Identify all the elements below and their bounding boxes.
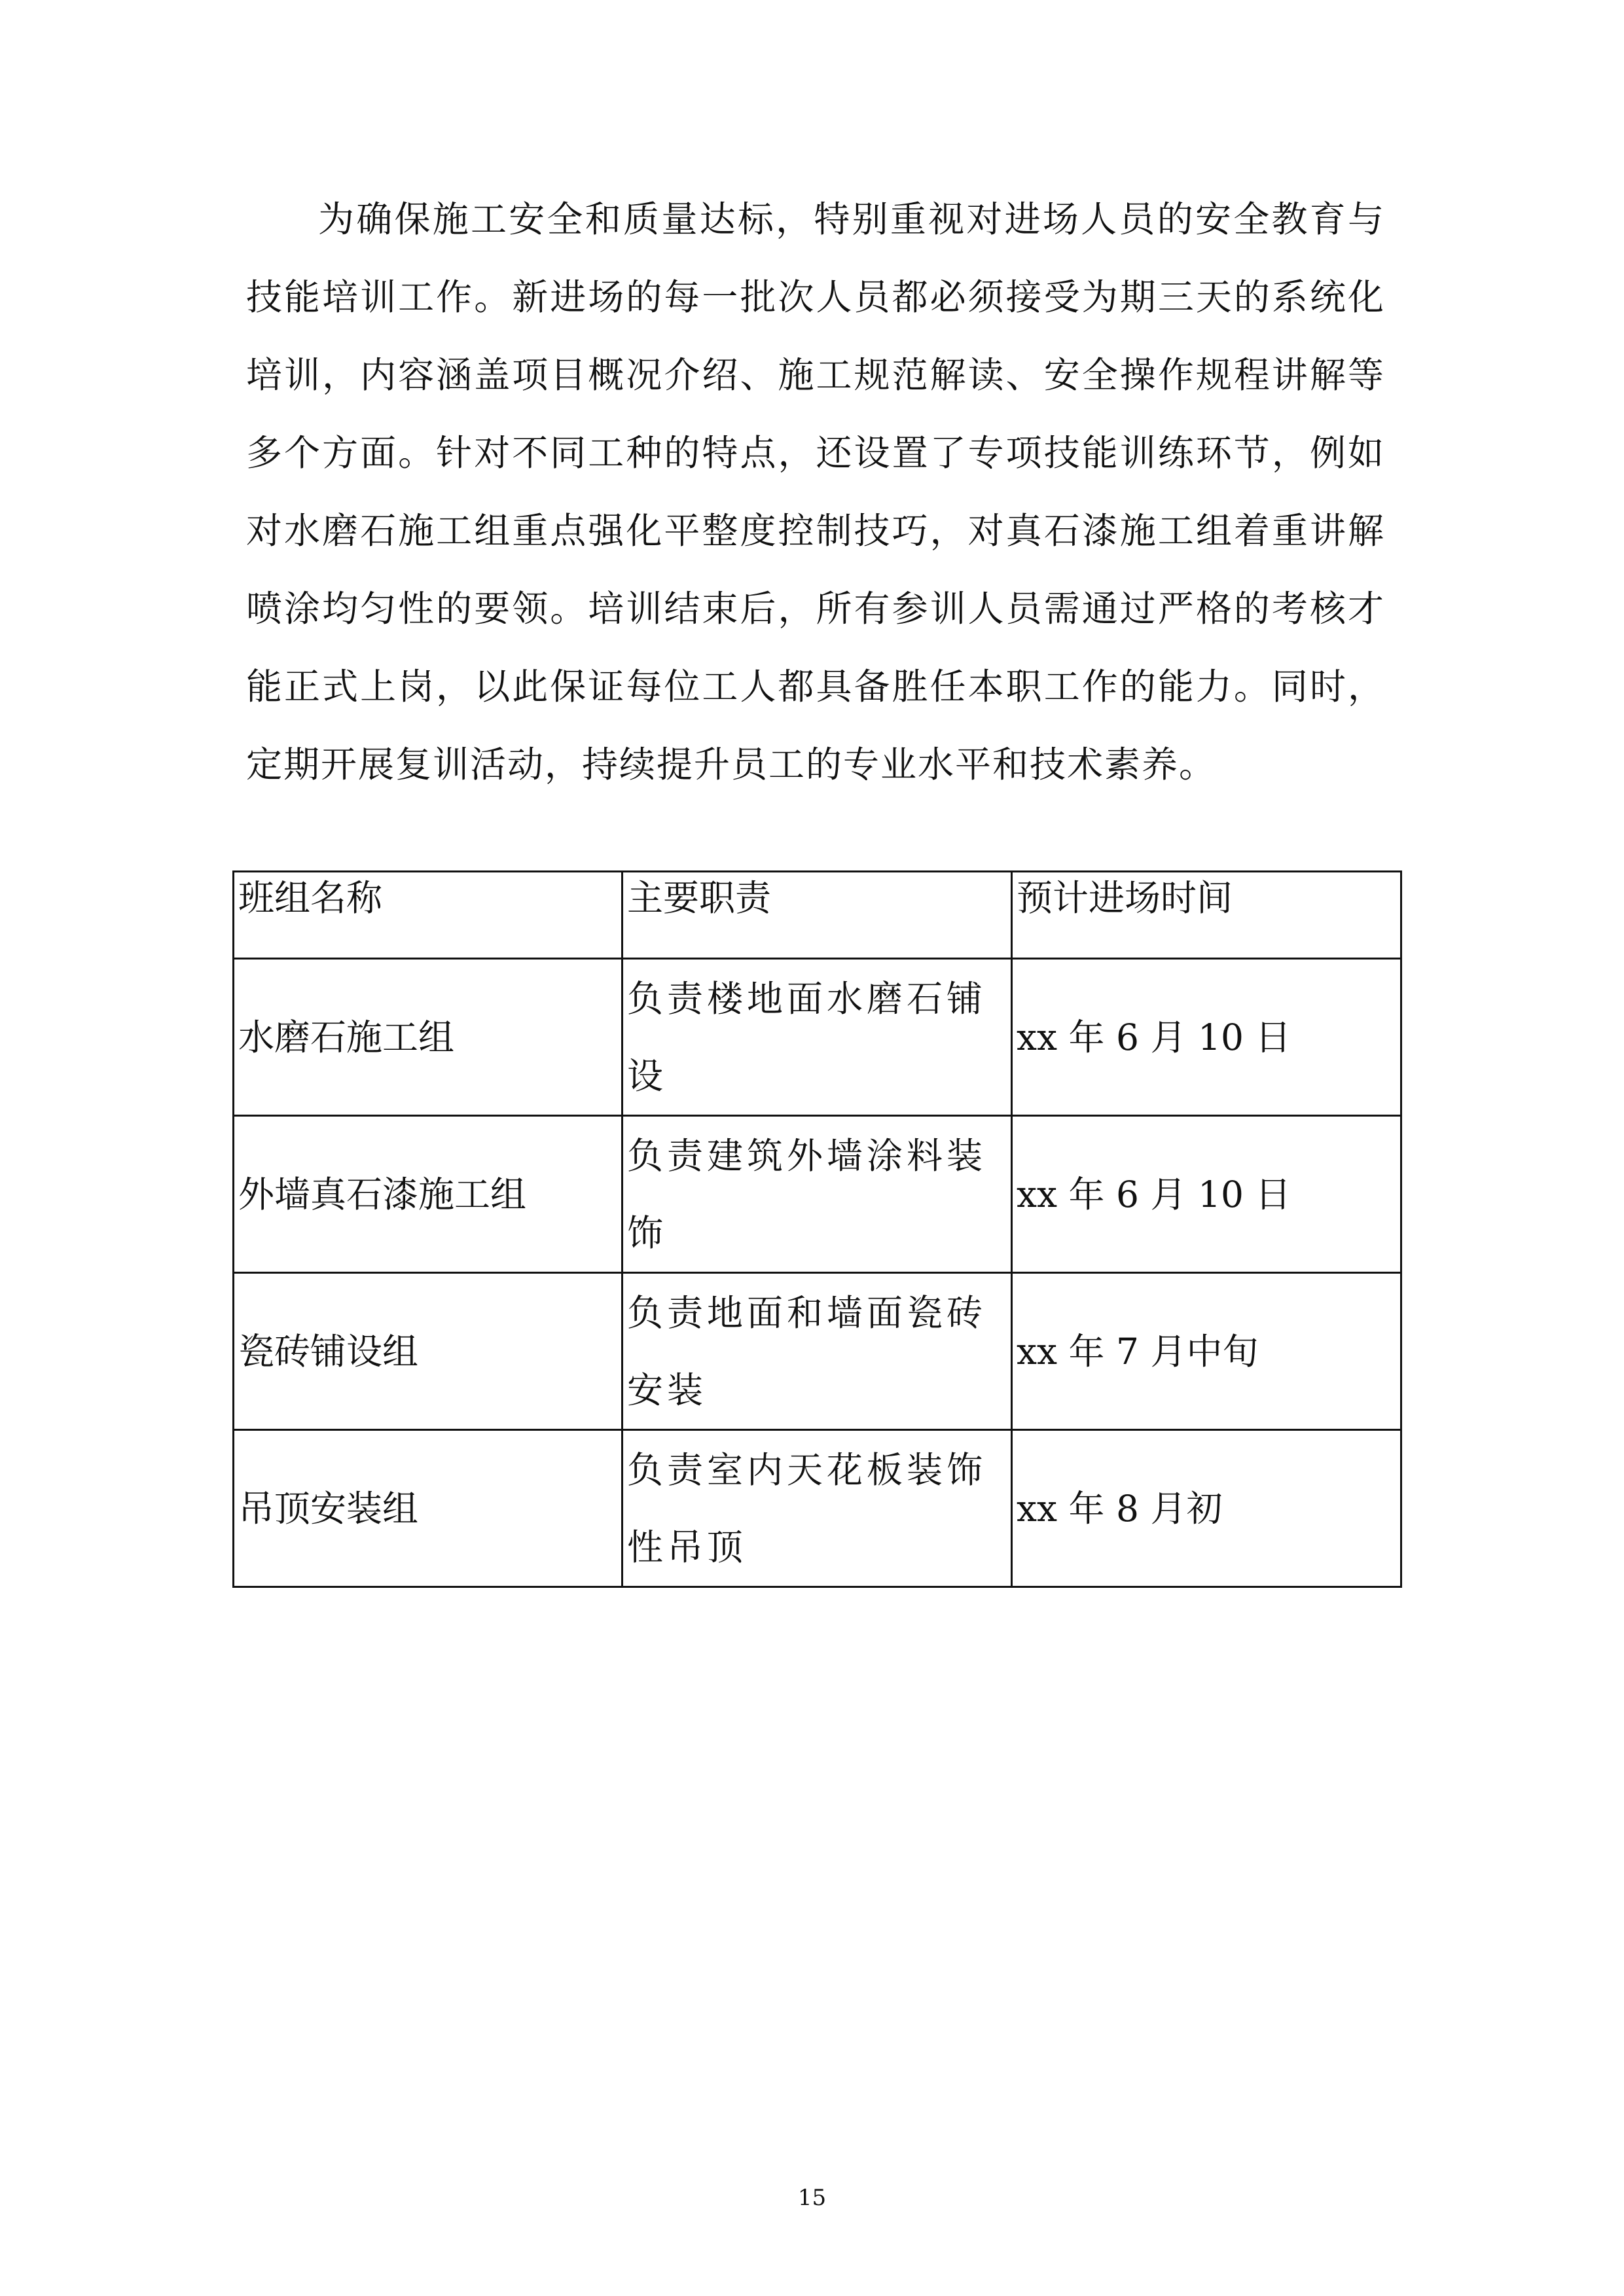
duty-cell: 负责室内天花板装饰性吊顶	[623, 1430, 1012, 1587]
header-main-duty: 主要职责	[623, 872, 1012, 959]
team-name-cell: 吊顶安装组	[234, 1430, 623, 1587]
entry-time-cell: xx 年 6 月 10 日	[1012, 1116, 1401, 1273]
entry-time-cell: xx 年 8 月初	[1012, 1430, 1401, 1587]
team-name-cell: 外墙真石漆施工组	[234, 1116, 623, 1273]
table-row	[234, 1116, 1401, 1273]
table-row	[234, 1430, 1401, 1587]
page-number: 15	[797, 2185, 827, 2211]
header-team-name: 班组名称	[234, 872, 623, 959]
duty-cell: 负责建筑外墙涂料装饰	[623, 1116, 1012, 1273]
table-row	[234, 959, 1401, 1116]
duty-cell: 负责楼地面水磨石铺设	[623, 959, 1012, 1116]
table-row	[234, 1273, 1401, 1430]
team-name-cell: 水磨石施工组	[234, 959, 623, 1116]
table-header-row	[234, 872, 1401, 959]
entry-time-cell: xx 年 7 月中旬	[1012, 1273, 1401, 1430]
team-schedule-table	[232, 870, 1402, 1588]
body-paragraph: 为确保施工安全和质量达标，特别重视对进场人员的安全教育与技能培训工作。新进场的每一批次人员都必须接受为期三天的系统化培训，内容涵盖项目概况介绍、施工规范解读、安全操作规程讲解等多个方面。针对不同工种的特点，还设置了专项技能训练环节，例如对水磨石施工组重点强化平整度控制技巧，对真石漆施工组着重讲解喷涂均匀性的要领。培训结束后，所有参训人员需通过严格的考核才能正式上岗，以此保证每位工人都具备胜任本职工作的能力。同时，定期开展复训活动，持续提升员工的专业水平和技术素养。	[246, 198, 1385, 785]
team-name-cell: 瓷砖铺设组	[234, 1273, 623, 1430]
header-entry-time: 预计进场时间	[1012, 872, 1401, 959]
entry-time-cell: xx 年 6 月 10 日	[1012, 959, 1401, 1116]
duty-cell: 负责地面和墙面瓷砖安装	[623, 1273, 1012, 1430]
